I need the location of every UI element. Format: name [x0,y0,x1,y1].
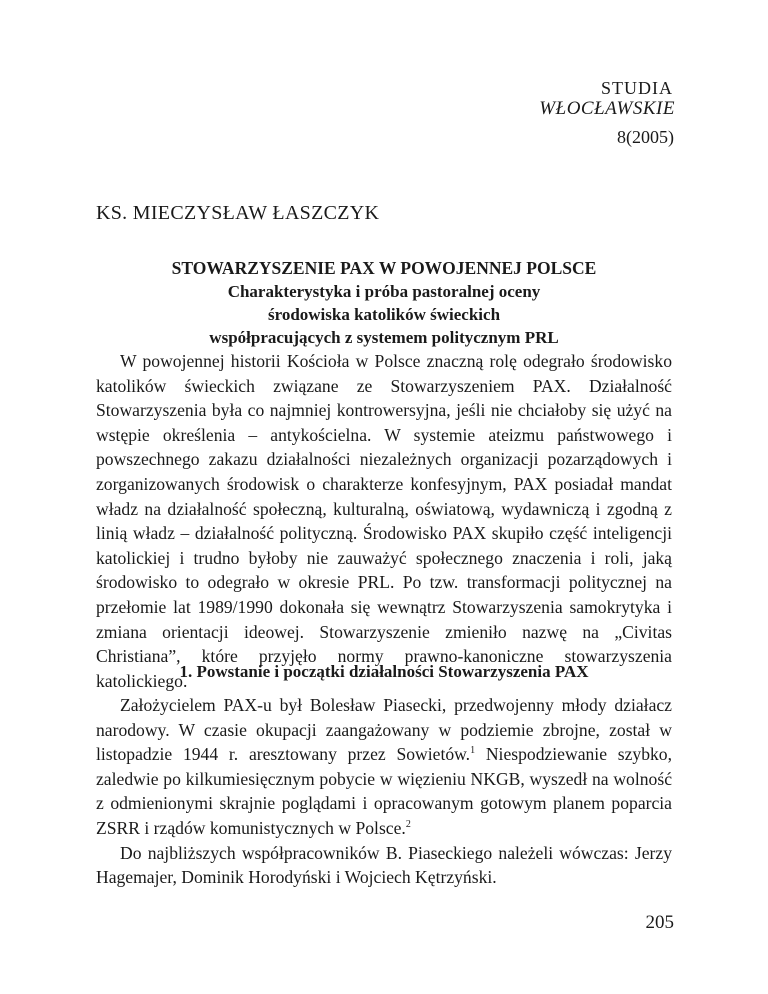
body-text: Założycielem PAX-u był Bolesław Piasecki, przedwojenny młody działacz narodowy. W czasie okupacji zaangażowany w podziemie zbrojne, został w listopadzie 1944 r. aresztowany przez Sowietów. [96,695,672,765]
journal-volume: 8(2005) [617,127,674,147]
article-subtitle-line: współpracujących z systemem politycznym PRL [209,328,559,347]
journal-logo [535,78,675,122]
article-title: STOWARZYSZENIE PAX W POWOJENNEJ POLSCE [171,258,597,278]
journal-logo-line2: WŁOCŁAWSKIE [539,98,675,119]
intro-section [96,349,672,693]
article-subtitle-line: Charakterystyka i próba pastoralnej oceny [227,282,541,301]
body-paragraph: Do najbliższych współpracowników B. Piaseckiego należeli wówczas: Jerzy Hagemajer, Dominik Horodyński i Wojciech Kętrzyński. [96,842,672,888]
page-number: 205 [645,912,674,933]
footnote-ref[interactable]: 1 [470,745,476,757]
body-paragraph [96,693,672,841]
article-subtitle-line: środowiska katolików świeckich [267,305,501,324]
footnote-ref[interactable]: 2 [405,819,411,831]
journal-logo-line1: STUDIA [601,78,673,98]
author-name: KS. MIECZYSŁAW ŁASZCZYK [96,202,380,224]
article-title-block [96,257,672,349]
section-body [96,693,672,890]
intro-paragraph: W powojennej historii Kościoła w Polsce znaczną rolę odegrało środowisko katolików świeckich związane ze Stowarzyszeniem PAX. Działalność Stowarzyszenia była co najmniej kontrowersyjna, jeśli nie chciałoby się użyć na wstępie określenia – antykościelna. W systemie ateizmu państwowego i powszechnego zakazu działalności niezależnych organizacji pozarządowych i zorganizowanych środowisk o charakterze konfesyjnym, PAX posiadał mandat władz na działalność społeczną, kulturalną, oświatową, wydawniczą i zgodną z linią władz – działalność polityczną. Środowisko PAX skupiło część inteligencji katolickiej i trudno byłoby nie zauważyć społecznego znaczenia i roli, jaką środowisko to odegrało w okresie PRL. Po tzw. transformacji politycznej na przełomie lat 1989/1990 dokonała się wewnątrz Stowarzyszenia samokrytyka i zmiana orientacji ideowej. Stowarzyszenie zmieniło nazwę na „Civitas Christiana”, które przyjęło normy prawno-kanoniczne stowarzyszenia katolickiego. [96,351,672,691]
body-text: Niespodziewanie szybko, zaledwie po kilkumiesięcznym pobycie w więzieniu NKGB, wyszedł na wolność z odmienionymi skrajnie poglądami i opracowanym gotowym planem poparcia ZSRR i rządów komunistycznych w Polsce. [96,744,672,838]
section-heading: 1. Powstanie i początki działalności Stowarzyszenia PAX [179,662,589,681]
